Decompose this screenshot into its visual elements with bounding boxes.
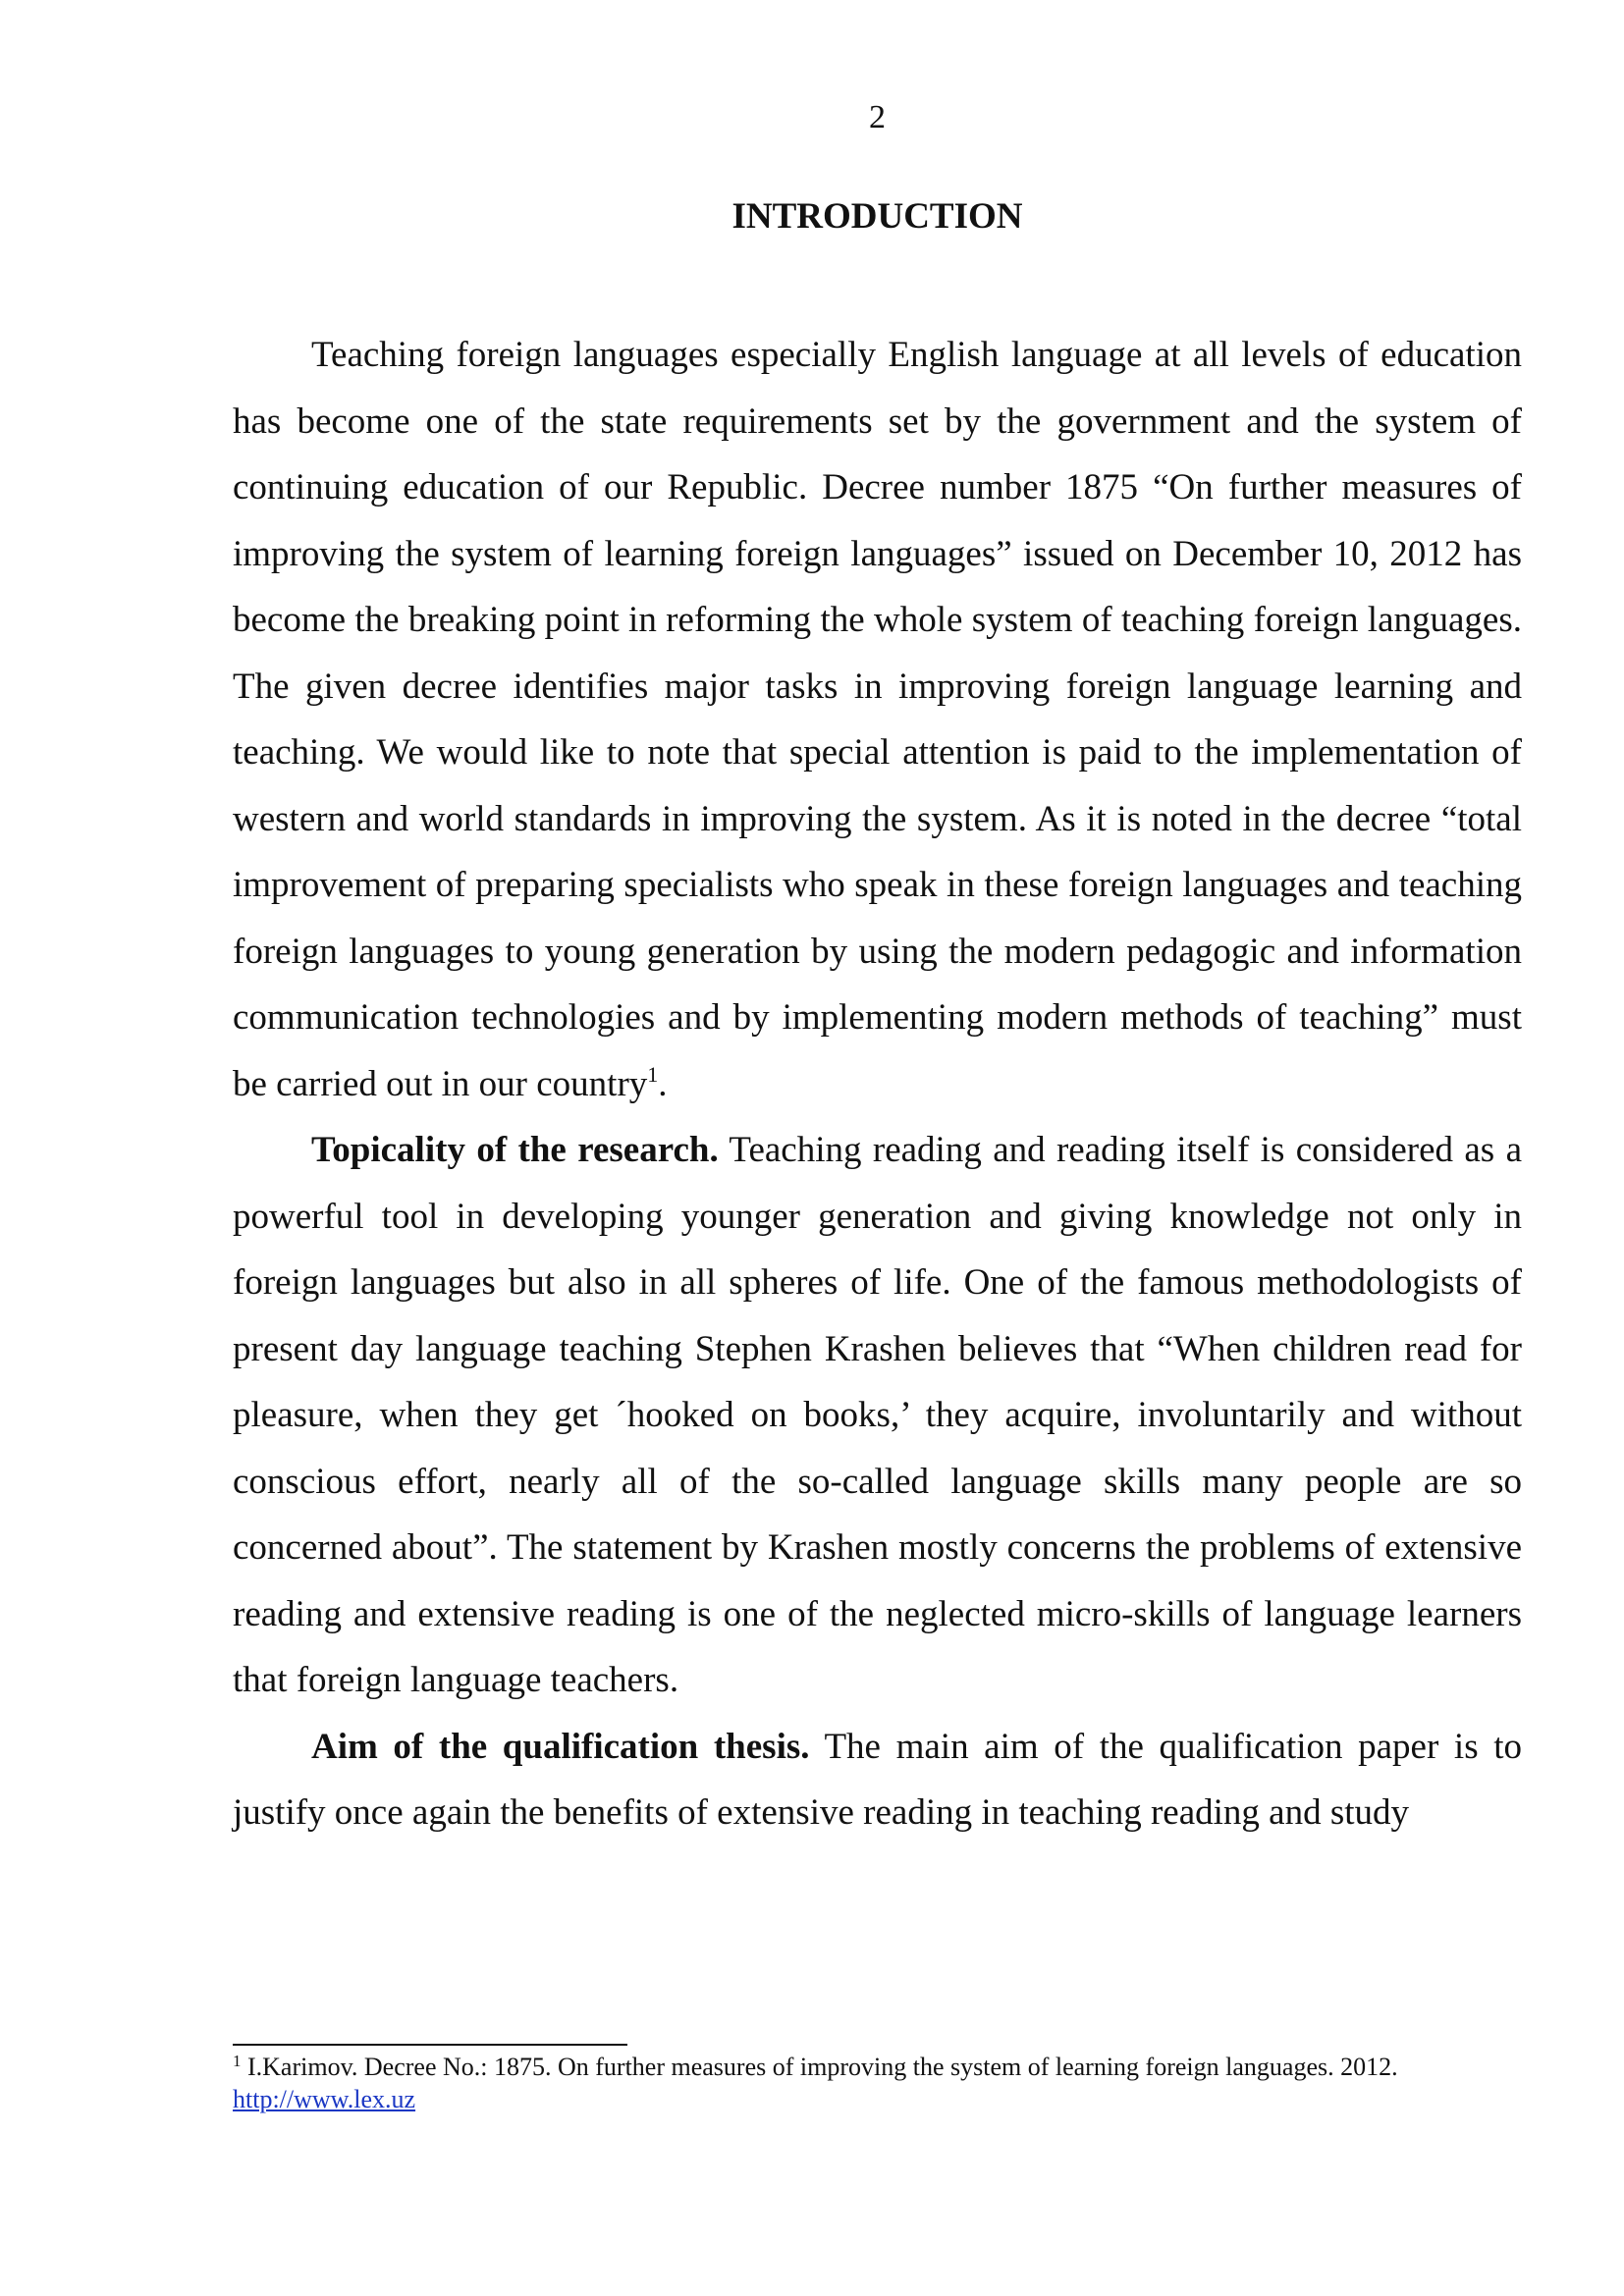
page-number: 2 xyxy=(869,99,886,135)
footnote xyxy=(233,2051,1522,2115)
footnote-text: I.Karimov. Decree No.: 1875. On further measures of improving the system of learning foreign languages. 2012. xyxy=(241,2053,1398,2081)
paragraph-intro-text: Teaching foreign languages especially English language at all levels of education has become one of the state requirements set by the government and the system of continuing education of our Republic. Decree number 1875 “On further measures of improving the system of learning foreign languages” issued on December 10, 2012 has become the breaking point in reforming the whole system of teaching foreign languages. The given decree identifies major tasks in improving foreign language learning and teaching. We would like to note that special attention is paid to the implementation of western and world standards in improving the system. As it is noted in the decree “total improvement of preparing specialists who speak in these foreign languages and teaching foreign languages to young generation by using the modern pedagogic and information communication technologies and by implementing modern methods of teaching” must be carried out in our country xyxy=(233,335,1522,1104)
footnote-separator xyxy=(233,2044,627,2046)
paragraph-aim-text: The main aim of the qualification paper is to justify once again the benefits of extensive reading in teaching reading and study xyxy=(233,1726,1522,1833)
paragraph-intro xyxy=(233,322,1522,1117)
section-heading: INTRODUCTION xyxy=(731,196,1023,237)
body-text xyxy=(233,322,1522,1846)
paragraph-aim xyxy=(233,1714,1522,1846)
footnote-reference[interactable]: 1 xyxy=(647,1061,659,1087)
footnote-marker: 1 xyxy=(233,2052,242,2070)
paragraph-topicality-text: Teaching reading and reading itself is considered as a powerful tool in developing younger generation and giving knowledge not only in foreign languages but also in all spheres of life. One of the famous methodologists of present day language teaching Stephen Krashen believes that “When children read for pleasure, when they get ´hooked on books,’ they acquire, involuntarily and without conscious effort, nearly all of the so-called language skills many people are so concerned about”. The statement by Krashen mostly concerns the problems of extensive reading and extensive reading is one of the neglected micro-skills of language learners that foreign language teachers. xyxy=(233,1130,1522,1700)
topicality-heading: Topicality of the research. xyxy=(311,1130,719,1170)
footnote-line xyxy=(233,2051,1522,2083)
paragraph-topicality xyxy=(233,1117,1522,1714)
aim-heading: Aim of the qualification thesis. xyxy=(311,1726,810,1767)
paragraph-intro-end: . xyxy=(658,1063,668,1104)
footnote-link[interactable]: http://www.lex.uz xyxy=(233,2085,416,2113)
